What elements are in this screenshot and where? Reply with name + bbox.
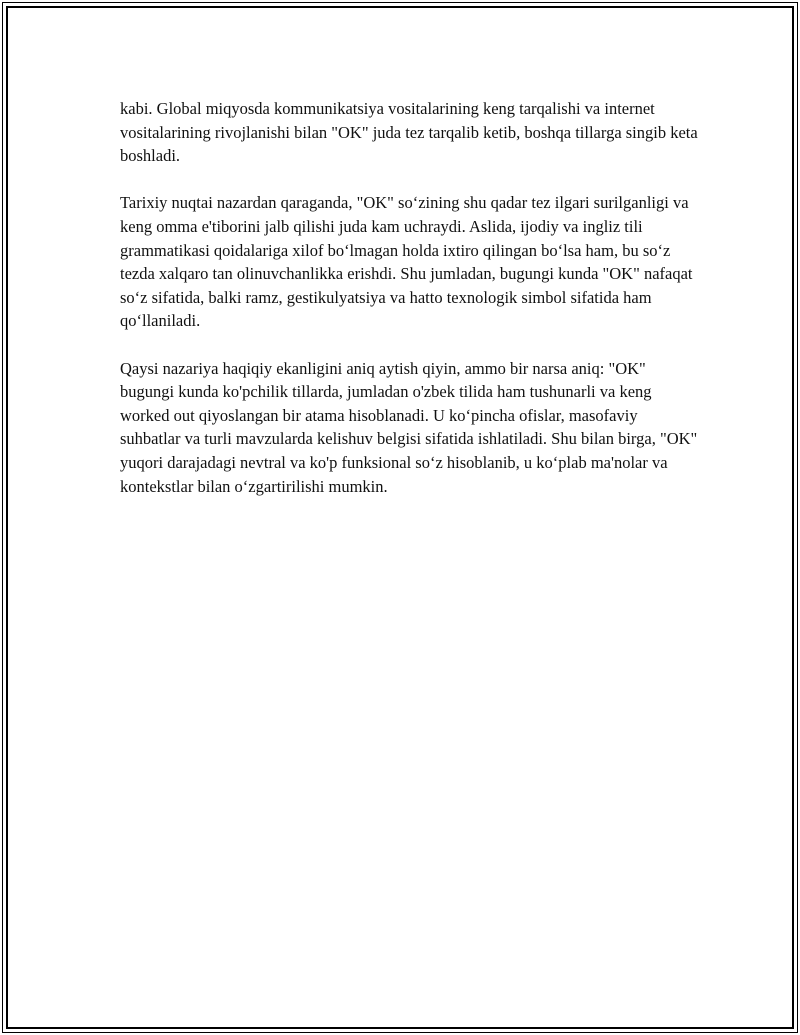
paragraph-1: kabi. Global miqyosda kommunikatsiya vositalarining keng tarqalishi va internet vositalarining rivojlanishi bilan "OK" juda tez tarqalib ketib, boshqa tillarga singib keta boshladi. bbox=[120, 99, 698, 166]
paragraph-3: Qaysi nazariya haqiqiy ekanligini aniq aytish qiyin, ammo bir narsa aniq: "OK" bugungi kunda ko'pchilik tillarda, jumladan o'zbek tilida ham tushunarli va keng worked out qiyoslangan bir atama hisoblanadi. U ko‘pincha ofislar, masofaviy suhbatlar va turli mavzularda kelishuv belgisi sifatida ishlatiladi. Shu bilan birga, "OK" yuqori darajadagi nevtral va ko'p funksional so‘z hisoblanib, u ko‘plab ma'nolar va kontekstlar bilan o‘zgartirilishi mumkin. bbox=[120, 358, 698, 496]
paragraph-2: Tarixiy nuqtai nazardan qaraganda, "OK" so‘zining shu qadar tez ilgari surilganligi va keng omma e'tiborini jalb qilishi juda kam uchraydi. Aslida, ijodiy va ingliz tili grammatikasi qoidalariga xilof bo‘lmagan holda ixtiro qilingan bo‘lsa ham, bu so‘z tezda xalqaro tan olinuvchanlikka erishdi. Shu jumladan, bugungi kunda "OK" nafaqat so‘z sifatida, balki ramz, gestikulyatsiya va hatto texnologik simbol sifatida ham qo‘llaniladi. bbox=[120, 193, 693, 331]
page-frame bbox=[2, 2, 798, 1033]
document-body bbox=[120, 97, 700, 522]
